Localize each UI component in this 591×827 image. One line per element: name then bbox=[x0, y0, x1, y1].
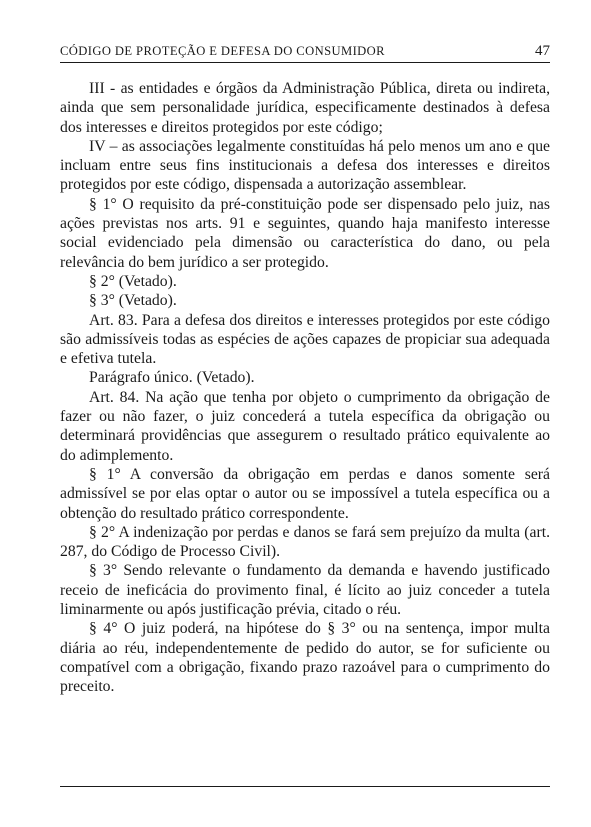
paragraph-art84: Art. 84. Na ação que tenha por objeto o cumprimento da obrigação de fazer ou não fazer, o juiz concederá a tutela específica da obrigação ou determinará providências que assegurem o resultado prático equivalente ao do adimplemento. bbox=[60, 388, 550, 464]
paragraph-inciso-iii: III - as entidades e órgãos da Administração Pública, direta ou indireta, ainda que sem personalidade jurídica, especificamente destinados à defesa dos interesses e direitos protegidos por este código; bbox=[60, 80, 550, 136]
header-title: CÓDIGO DE PROTEÇÃO E DEFESA DO CONSUMIDOR bbox=[60, 44, 385, 58]
paragraph-art84-par2: § 2° A indenização por perdas e danos se fará sem prejuízo da multa (art. 287, do Código de Processo Civil). bbox=[60, 523, 550, 561]
paragraph-art83-unico: Parágrafo único. (Vetado). bbox=[89, 369, 255, 387]
page-number: 47 bbox=[535, 43, 550, 59]
paragraph-art84-par4: § 4° O juiz poderá, na hipótese do § 3° ou na sentença, impor multa diária ao réu, independentemente de pedido do autor, se for suficiente ou compatível com a obrigação, fixando prazo razoável para o cumprimento do preceito. bbox=[60, 620, 550, 696]
footer-rule bbox=[60, 786, 550, 787]
paragraph-art82-par1: § 1° O requisito da pré-constituição pode ser dispensado pelo juiz, nas ações previstas nos arts. 91 e seguintes, quando haja manifesto interesse social evidenciado pela dimensão ou característica do dano, ou pela relevância do bem jurídico a ser protegido. bbox=[60, 195, 550, 271]
document-page bbox=[60, 38, 550, 697]
paragraph-art84-par1: § 1° A conversão da obrigação em perdas e danos somente será admissível se por elas optar o autor ou se impossível a tutela específica ou a obtenção do resultado prático correspondente. bbox=[60, 465, 550, 522]
paragraph-art84-par3: § 3° Sendo relevante o fundamento da demanda e havendo justificado receio de ineficácia do provimento final, é lícito ao juiz conceder a tutela liminarmente ou após justificação prévia, citado o réu. bbox=[60, 562, 550, 619]
paragraph-art82-par3: § 3° (Vetado). bbox=[89, 292, 177, 310]
body-text bbox=[60, 79, 550, 697]
running-header bbox=[60, 38, 550, 63]
paragraph-art83: Art. 83. Para a defesa dos direitos e interesses protegidos por este código são admissíveis todas as espécies de ações capazes de propiciar sua adequada e efetiva tutela. bbox=[60, 311, 550, 368]
paragraph-inciso-iv: IV – as associações legalmente constituídas há pelo menos um ano e que incluam entre seus fins institucionais a defesa dos interesses e direitos protegidos por este código, dispensada a autorização assemblear. bbox=[60, 137, 550, 194]
paragraph-art82-par2: § 2° (Vetado). bbox=[89, 272, 177, 290]
